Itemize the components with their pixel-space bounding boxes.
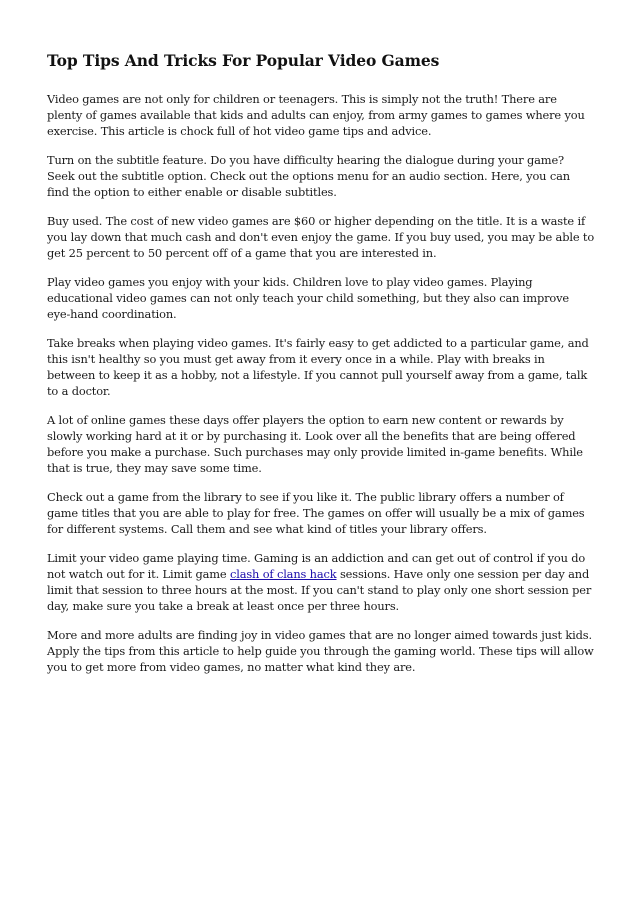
paragraph-buy-used: Buy used. The cost of new video games are $60 or higher depending on the title. It is a waste if you lay down that much cash and don't even enjoy the game. If you buy used, you may be able to get 25 percent to 50 percent off of a game that you are interested in. bbox=[47, 214, 595, 260]
paragraph-take-breaks: Take breaks when playing video games. It's fairly easy to get addicted to a particular game, and this isn't healthy so you must get away from it every once in a while. Play with breaks in between to keep it as a hobby, not a lifestyle. If you cannot pull yourself away from a game, talk to a doctor. bbox=[47, 336, 589, 398]
paragraph-online-purchases: A lot of online games these days offer players the option to earn new content or rewards by slowly working hard at it or by purchasing it. Look over all the benefits that are being offered before you make a purchase. Such purchases may only provide limited in-game benefits. While that is true, they may save some time. bbox=[47, 413, 583, 475]
paragraph-intro: Video games are not only for children or teenagers. This is simply not the truth! There are plenty of games available that kids and adults can enjoy, from army games to games where you exercise. This article is chock full of hot video game tips and advice. bbox=[47, 92, 585, 138]
paragraph-play-with-kids: Play video games you enjoy with your kids. Children love to play video games. Playing educational video games can not only teach your child something, but they also can improve eye-hand coordination. bbox=[47, 275, 569, 321]
article-body bbox=[47, 50, 595, 688]
article-title: Top Tips And Tricks For Popular Video Games bbox=[47, 51, 440, 70]
limit-text-after: sessions. Have only one session per day and limit that session to three hours at the most. If you can't stand to play only one short session per day, make sure you take a break at least once per three hours. bbox=[47, 567, 592, 613]
clash-of-clans-hack-link[interactable]: clash of clans hack bbox=[230, 567, 337, 581]
paragraph-library: Check out a game from the library to see if you like it. The public library offers a number of game titles that you are able to play for free. The games on offer will usually be a mix of games for different systems. Call them and see what kind of titles your library offers. bbox=[47, 490, 585, 536]
limit-text-before: Limit your video game playing time. Gaming is an addiction and can get out of control if you do not watch out for it. Limit game bbox=[47, 551, 586, 581]
paragraph-limit-time bbox=[47, 550, 595, 614]
paragraph-subtitles: Turn on the subtitle feature. Do you have difficulty hearing the dialogue during your game? Seek out the subtitle option. Check out the options menu for an audio section. Here, you can find the option to either enable or disable subtitles. bbox=[47, 153, 570, 199]
paragraph-closing: More and more adults are finding joy in video games that are no longer aimed towards just kids. Apply the tips from this article to help guide you through the gaming world. These tips will allow you to get more from video games, no matter what kind they are. bbox=[47, 628, 594, 674]
